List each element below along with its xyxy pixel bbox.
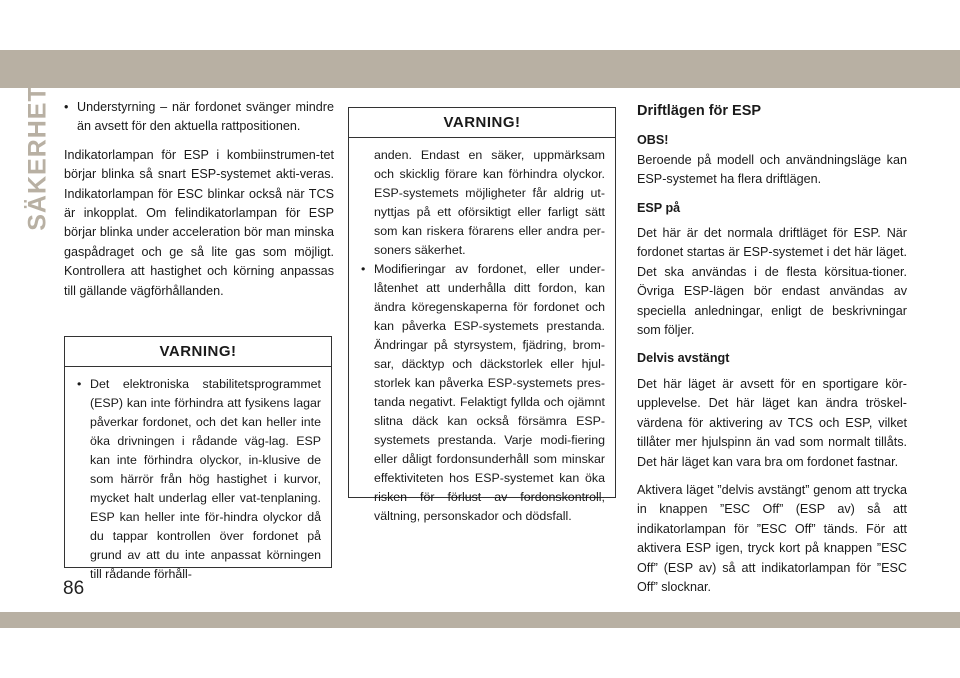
partial-off-text: Det här läget är avsett för en sportigare kör-upplevelse. Det här läget kan ändra tröskel-värdena för aktivering av TCS och ESP, vilket tillåter mer hjulspinn än vad som normalt tillåts. Det här läget kan vara bra om fordonet fastnar. xyxy=(637,376,907,469)
obs-text: Beroende på modell och användningsläge kan ESP-systemet ha flera driftlägen. xyxy=(637,152,907,187)
esp-on-label: ESP på xyxy=(637,200,681,215)
warning-bullet-modifications: • Modifieringar av fordonet, eller under-låtenhet att underhålla ditt fordon, kan ändra köregenskaperna för fordonet och kan påverka ESP-systemets prestanda. Ändringar på styrsystem, fjädring, brom-sar, däcktyp och däckstorlek eller hjul-storlek kan påverka ESP-systemets pres-tanda negativt. Felaktigt fyllda och ojämnt slitna däck kan också försämra ESP-systemets prestanda. Varje modi-fiering eller dåligt fordonsunderhåll som minskar effektiviteten hos ESP-systemet kan öka risken för förlust av fordonskontroll, vältning, personskador och dödsfall. xyxy=(361,260,605,526)
warning-bullet-esp-limits: • Det elektroniska stabilitetsprogrammet (ESP) kan inte förhindra att fysikens lagar påverkar fordonet, och det kan heller inte öka drivningen i rådande väg-lag. ESP kan inte förhindra olyckor, in-klusive de som härrör från hög hastighet i kurvor, mycket halt underlag eller vat-tenplaning. ESP kan heller inte för-hindra olyckor då du tappar kontrollen över fordonet på grund av att du inte anpassat körningen till rådande förhåll- xyxy=(77,375,321,584)
column-right xyxy=(637,102,907,606)
warning-box-1 xyxy=(64,336,332,581)
section-tab-label: SÄKERHET xyxy=(23,85,52,231)
warning-title: VARNING! xyxy=(349,108,615,138)
top-margin xyxy=(0,0,960,44)
warning-box-2 xyxy=(348,107,616,523)
section-tab xyxy=(23,85,52,231)
esp-indicator-paragraph: Indikatorlampan för ESP i kombiinstrumen-tet börjar blinka så snart ESP-systemet akti-veras. Indikatorlampan för ESC blinkar också när TCS är inkopplat. Om felindikatorlampan för ESP börjar blinka under acceleration bör man minska gaspådraget och ge så lite gas som möjligt. Kontrollera att hastighet och körning anpassas till gällande vägförhållanden. xyxy=(64,147,334,298)
header-bar xyxy=(0,50,960,88)
page-number: 86 xyxy=(63,578,85,599)
esp-on-text: Det här är det normala driftläget för ESP. När fordonet startas är ESP-systemet i det här läget. Det ska användas i de flesta körsitua-tioner. Övriga ESP-lägen bör endast användas av speciella anledningar, enligt de beskrivningar som följer. xyxy=(637,226,907,338)
section-heading: Driftlägen för ESP xyxy=(637,103,762,119)
column-left xyxy=(64,98,334,310)
obs-label: OBS! xyxy=(637,133,669,148)
activate-text: Aktivera läget ”delvis avstängt” genom att trycka in knappen ”ESC Off” (ESP av) så att indikatorlampan för ”ESC Off” tänds. För att aktivera ESP igen, tryck kort på knappen ”ESC Off” (ESP av) så att indikatorlampan för ”ESC Off” slocknar. xyxy=(637,482,907,594)
footer-bar xyxy=(0,612,960,628)
warning-title: VARNING! xyxy=(65,337,331,367)
partial-off-label: Delvis avstängt xyxy=(637,351,730,366)
warning-continuation: anden. Endast en säker, uppmärksam och skicklig förare kan förhindra olyckor. ESP-systemets möjligheter får aldrig ut-nyttjas på ett oförsiktigt eller farligt sätt som kan riskera förarens eller andra per-soners säkerhet. xyxy=(374,148,605,257)
bullet-understeer: • Understyrning – när fordonet svänger mindre än avsett för den aktuella rattpositionen. xyxy=(64,98,334,137)
